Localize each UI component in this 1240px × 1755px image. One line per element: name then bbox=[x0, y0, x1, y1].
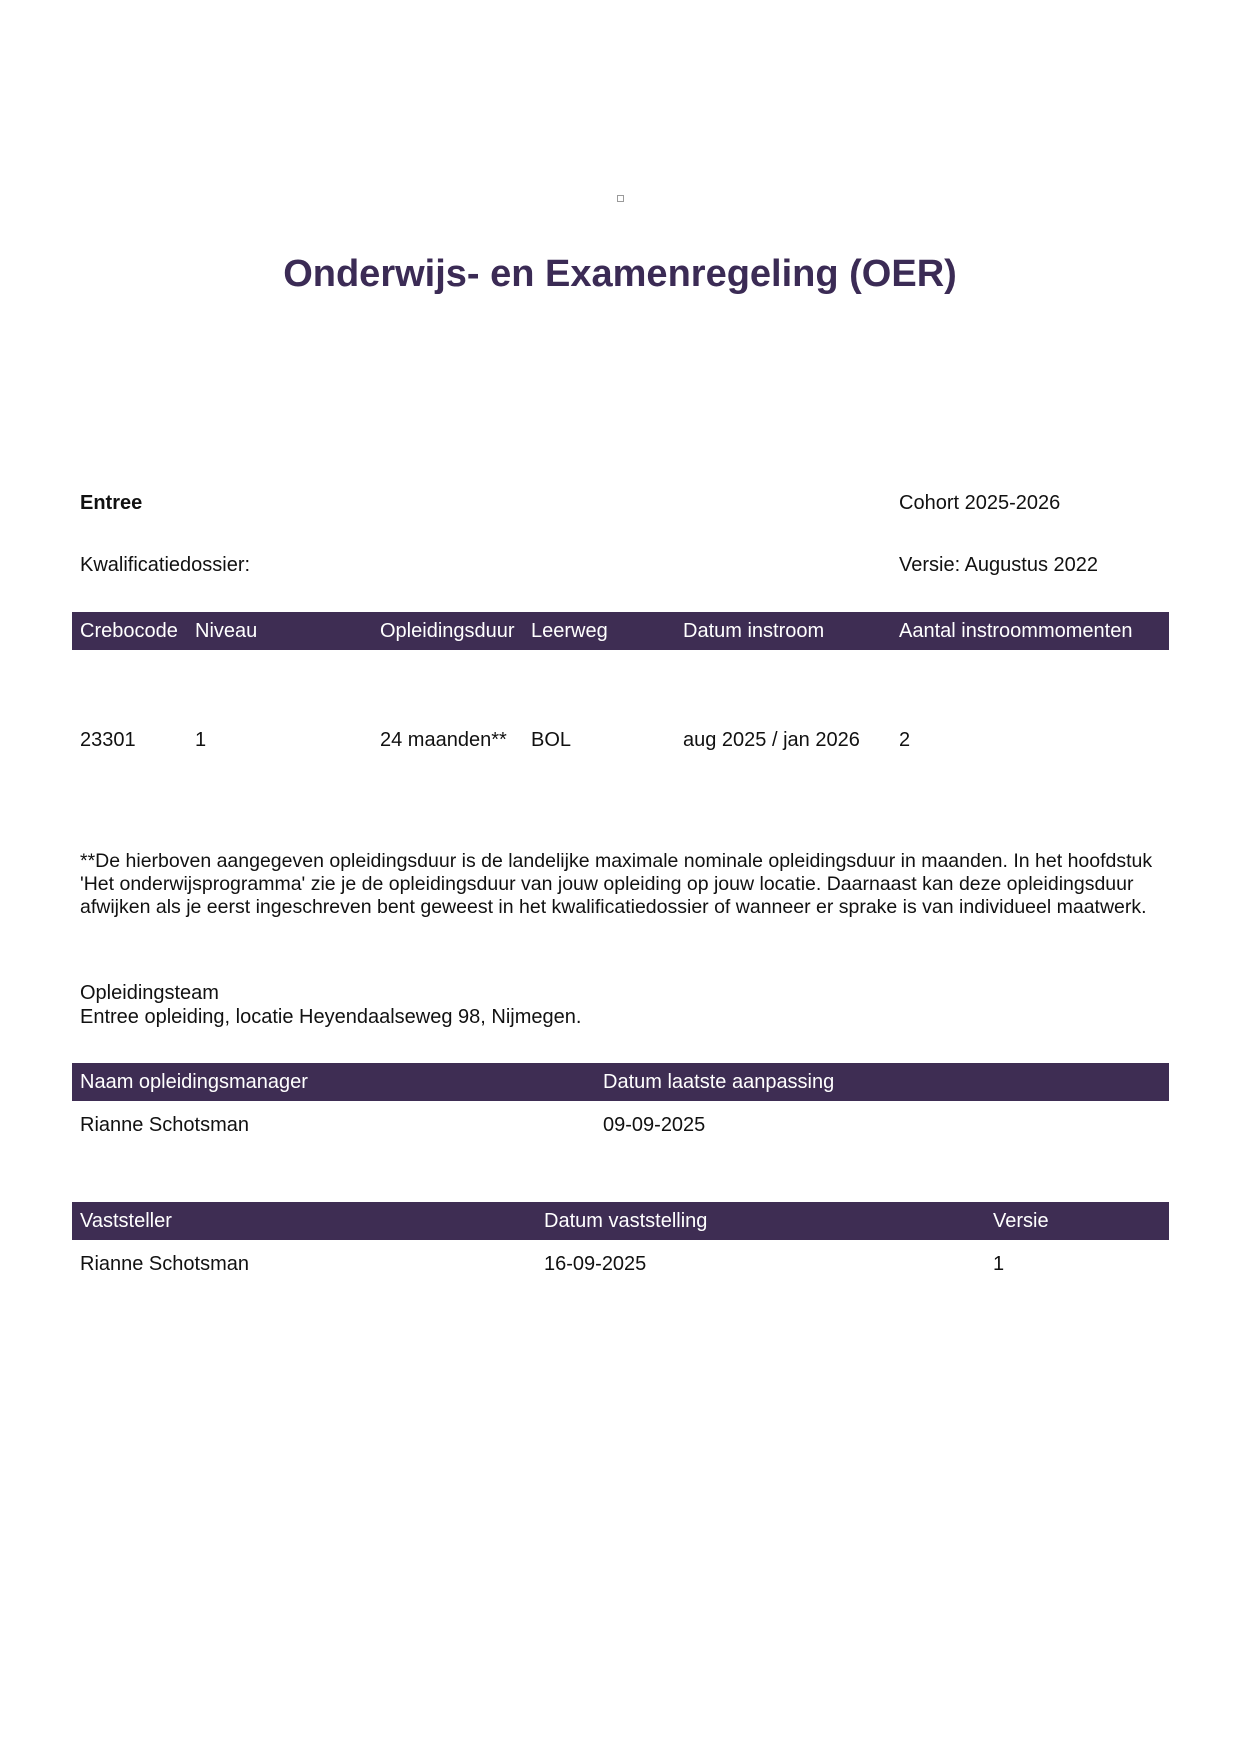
cell-last-modified-date: 09-09-2025 bbox=[603, 1114, 706, 1136]
header-datum-vaststelling: Datum vaststelling bbox=[544, 1210, 708, 1232]
establish-table-header bbox=[72, 1202, 1169, 1240]
header-datum-laatste-aanpassing: Datum laatste aanpassing bbox=[603, 1071, 835, 1093]
team-location: Entree opleiding, locatie Heyendaalseweg 98, Nijmegen. bbox=[80, 1006, 582, 1028]
cell-aantal-instroommomenten: 2 bbox=[899, 729, 911, 751]
header-opleidingsduur: Opleidingsduur bbox=[380, 620, 515, 642]
document-title: Onderwijs- en Examenregeling (OER) bbox=[283, 253, 957, 295]
team-heading: Opleidingsteam bbox=[80, 982, 219, 1004]
header-versie: Versie bbox=[993, 1210, 1049, 1232]
program-table-header bbox=[72, 612, 1169, 650]
cell-vaststeller-name: Rianne Schotsman bbox=[80, 1253, 249, 1275]
cell-datum-instroom: aug 2025 / jan 2026 bbox=[683, 729, 860, 751]
kwalificatiedossier-label: Kwalificatiedossier: bbox=[80, 554, 251, 576]
header-niveau: Niveau bbox=[195, 620, 258, 642]
header-datum-instroom: Datum instroom bbox=[683, 620, 825, 642]
header-crebocode: Crebocode bbox=[80, 620, 178, 642]
header-aantal-instroommomenten: Aantal instroommomenten bbox=[899, 620, 1133, 642]
version-label: Versie: Augustus 2022 bbox=[899, 554, 1099, 576]
cell-manager-name: Rianne Schotsman bbox=[80, 1114, 249, 1136]
logo-placeholder-icon bbox=[617, 195, 624, 202]
manager-table-header bbox=[72, 1063, 1169, 1101]
cell-crebocode: 23301 bbox=[80, 729, 136, 751]
cell-leerweg: BOL bbox=[531, 729, 572, 751]
cohort-label: Cohort 2025-2026 bbox=[899, 492, 1061, 514]
header-vaststeller: Vaststeller bbox=[80, 1210, 172, 1232]
footnote: **De hierboven aangegeven opleidingsduur is de landelijke maximale nominale opleidingsduur in maanden. In het hoofdstuk 'Het onderwijsprogramma' zie je de opleidingsduur van jouw opleiding op jouw locatie. Daarnaast kan deze opleidingsduur afwijken als je eerst ingeschreven bent geweest in het kwalificatiedossier of wanneer er sprake is van individueel maatwerk. bbox=[80, 850, 1153, 918]
cell-datum-vaststelling: 16-09-2025 bbox=[544, 1253, 647, 1275]
header-naam-opleidingsmanager: Naam opleidingsmanager bbox=[80, 1071, 308, 1093]
program-name: Entree bbox=[80, 492, 143, 514]
cell-niveau: 1 bbox=[195, 729, 207, 751]
header-leerweg: Leerweg bbox=[531, 620, 608, 642]
cell-opleidingsduur: 24 maanden** bbox=[380, 729, 507, 751]
cell-versie: 1 bbox=[993, 1253, 1005, 1275]
